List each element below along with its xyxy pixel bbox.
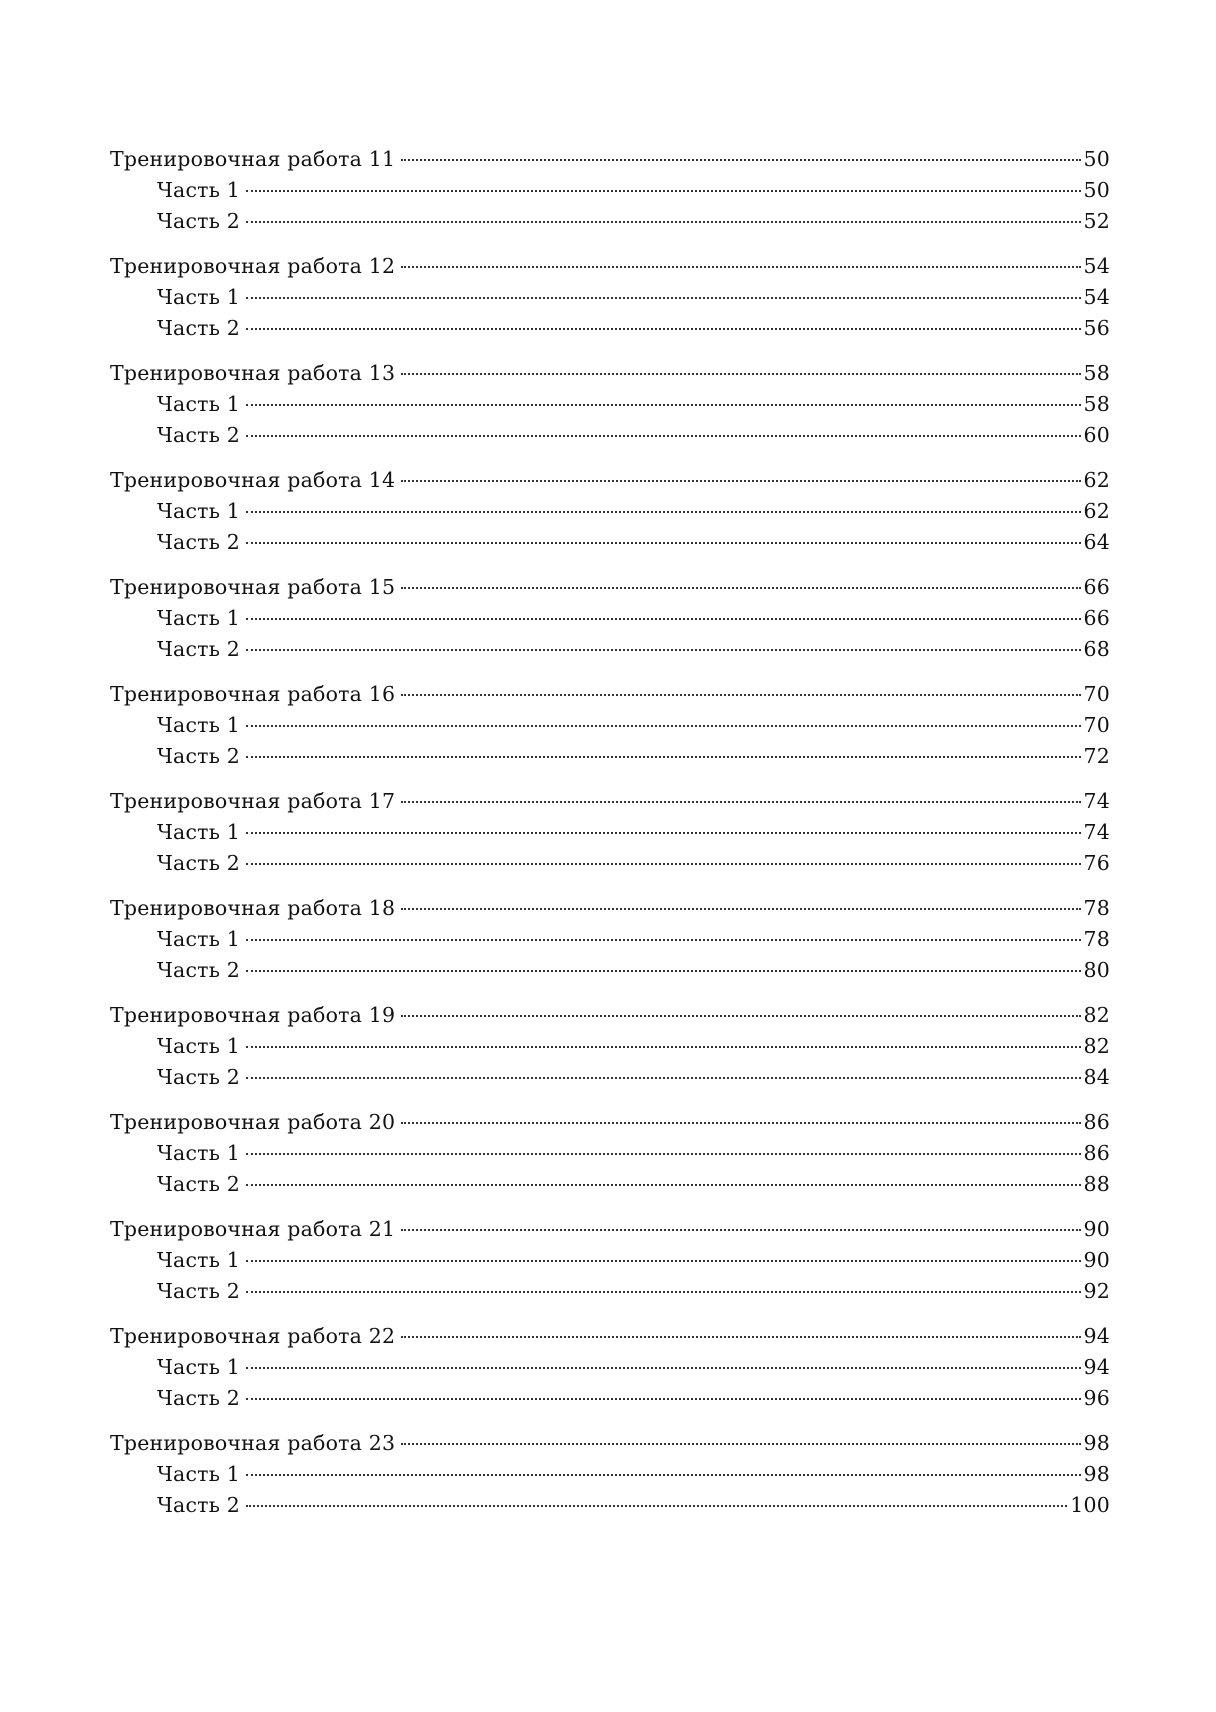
page-number: 58 [1083,392,1110,416]
dot-leader [401,159,1080,161]
part-label: Часть 1 [157,1355,241,1379]
page-number: 92 [1083,1279,1110,1303]
part-label: Часть 2 [157,1279,241,1303]
dot-leader [401,908,1080,910]
toc-subentry[interactable] [110,741,1110,772]
toc-subentry[interactable] [110,1062,1110,1093]
toc-section [110,893,1110,986]
page-number: 74 [1083,820,1110,844]
dot-leader [246,618,1080,620]
part-label: Часть 1 [157,392,241,416]
work-title: Тренировочная работа 21 [110,1217,396,1241]
toc-subentry[interactable] [110,924,1110,955]
dot-leader [401,373,1080,375]
page-number: 70 [1083,682,1110,706]
toc-entry[interactable] [110,786,1110,817]
dot-leader [246,1153,1080,1155]
part-label: Часть 1 [157,606,241,630]
dot-leader [246,1398,1080,1400]
dot-leader [246,1474,1080,1476]
dot-leader [246,832,1080,834]
toc-subentry[interactable] [110,817,1110,848]
page-number: 50 [1083,147,1110,171]
page-number: 76 [1083,851,1110,875]
toc-subentry[interactable] [110,1031,1110,1062]
work-title: Тренировочная работа 14 [110,468,396,492]
dot-leader [246,649,1080,651]
toc-section [110,1321,1110,1414]
dot-leader [246,863,1080,865]
dot-leader [246,297,1080,299]
part-label: Часть 2 [157,744,241,768]
part-label: Часть 2 [157,316,241,340]
page-number: 94 [1083,1324,1110,1348]
page-number: 50 [1083,178,1110,202]
toc-section [110,1000,1110,1093]
toc-subentry[interactable] [110,527,1110,558]
page-number: 82 [1083,1034,1110,1058]
dot-leader [246,939,1080,941]
part-label: Часть 2 [157,423,241,447]
page-number: 78 [1083,896,1110,920]
page-number: 80 [1083,958,1110,982]
part-label: Часть 1 [157,1141,241,1165]
part-label: Часть 2 [157,209,241,233]
page-number: 82 [1083,1003,1110,1027]
toc-entry[interactable] [110,1321,1110,1352]
dot-leader [246,221,1080,223]
toc-subentry[interactable] [110,389,1110,420]
toc-entry[interactable] [110,1214,1110,1245]
toc-section [110,1107,1110,1200]
toc-section [110,572,1110,665]
dot-leader [246,511,1080,513]
toc-section [110,1428,1110,1521]
part-label: Часть 1 [157,1462,241,1486]
work-title: Тренировочная работа 20 [110,1110,396,1134]
dot-leader [246,404,1080,406]
toc-section [110,679,1110,772]
dot-leader [401,1336,1080,1338]
dot-leader [401,801,1080,803]
toc-entry[interactable] [110,1428,1110,1459]
page-number: 66 [1083,606,1110,630]
dot-leader [246,1046,1080,1048]
page-number: 90 [1083,1217,1110,1241]
dot-leader [246,435,1080,437]
toc-subentry[interactable] [110,1138,1110,1169]
toc-subentry[interactable] [110,848,1110,879]
toc-subentry[interactable] [110,1245,1110,1276]
dot-leader [246,542,1080,544]
part-label: Часть 1 [157,1034,241,1058]
page-number: 56 [1083,316,1110,340]
page-number: 88 [1083,1172,1110,1196]
dot-leader [246,970,1080,972]
toc-entry[interactable] [110,465,1110,496]
part-label: Часть 1 [157,820,241,844]
part-label: Часть 2 [157,1386,241,1410]
page-number: 62 [1083,468,1110,492]
page-number: 70 [1083,713,1110,737]
work-title: Тренировочная работа 23 [110,1431,396,1455]
part-label: Часть 1 [157,285,241,309]
work-title: Тренировочная работа 22 [110,1324,396,1348]
work-title: Тренировочная работа 12 [110,254,396,278]
dot-leader [401,480,1080,482]
toc-entry[interactable] [110,893,1110,924]
part-label: Часть 2 [157,1493,241,1517]
part-label: Часть 2 [157,958,241,982]
toc-subentry[interactable] [110,1169,1110,1200]
toc-subentry[interactable] [110,496,1110,527]
page-number: 100 [1070,1493,1110,1517]
page-number: 58 [1083,361,1110,385]
toc-subentry[interactable] [110,313,1110,344]
dot-leader [246,1077,1080,1079]
page-number: 54 [1083,285,1110,309]
work-title: Тренировочная работа 19 [110,1003,396,1027]
page-number: 98 [1083,1462,1110,1486]
toc-subentry[interactable] [110,1490,1110,1521]
dot-leader [246,1505,1067,1507]
page-number: 98 [1083,1431,1110,1455]
dot-leader [246,1367,1080,1369]
dot-leader [246,1184,1080,1186]
work-title: Тренировочная работа 13 [110,361,396,385]
toc-subentry[interactable] [110,1383,1110,1414]
work-title: Тренировочная работа 15 [110,575,396,599]
dot-leader [401,587,1080,589]
toc-entry[interactable] [110,144,1110,175]
work-title: Тренировочная работа 11 [110,147,396,171]
page-number: 68 [1083,637,1110,661]
page-number: 72 [1083,744,1110,768]
toc-section [110,251,1110,344]
dot-leader [401,694,1080,696]
part-label: Часть 1 [157,178,241,202]
dot-leader [246,328,1080,330]
work-title: Тренировочная работа 18 [110,896,396,920]
toc-subentry[interactable] [110,420,1110,451]
page-number: 60 [1083,423,1110,447]
toc-section [110,786,1110,879]
toc-section [110,144,1110,237]
toc-entry[interactable] [110,679,1110,710]
part-label: Часть 2 [157,637,241,661]
part-label: Часть 2 [157,530,241,554]
dot-leader [246,1260,1080,1262]
toc-subentry[interactable] [110,175,1110,206]
toc-entry[interactable] [110,1000,1110,1031]
dot-leader [246,190,1080,192]
part-label: Часть 1 [157,927,241,951]
page-number: 96 [1083,1386,1110,1410]
page-number: 64 [1083,530,1110,554]
work-title: Тренировочная работа 17 [110,789,396,813]
dot-leader [401,1443,1080,1445]
part-label: Часть 1 [157,1248,241,1272]
toc-entry[interactable] [110,358,1110,389]
work-title: Тренировочная работа 16 [110,682,396,706]
dot-leader [401,1015,1080,1017]
part-label: Часть 1 [157,499,241,523]
toc-entry[interactable] [110,1107,1110,1138]
dot-leader [246,725,1080,727]
page-number: 74 [1083,789,1110,813]
part-label: Часть 2 [157,851,241,875]
page-number: 86 [1083,1141,1110,1165]
toc-subentry[interactable] [110,955,1110,986]
page-number: 94 [1083,1355,1110,1379]
toc-subentry[interactable] [110,1352,1110,1383]
page-number: 62 [1083,499,1110,523]
page-number: 90 [1083,1248,1110,1272]
toc-subentry[interactable] [110,634,1110,665]
toc-subentry[interactable] [110,1276,1110,1307]
page-number: 54 [1083,254,1110,278]
toc-entry[interactable] [110,251,1110,282]
toc-subentry[interactable] [110,282,1110,313]
page-number: 52 [1083,209,1110,233]
part-label: Часть 1 [157,713,241,737]
dot-leader [401,266,1080,268]
part-label: Часть 2 [157,1172,241,1196]
dot-leader [401,1229,1080,1231]
table-of-contents [110,144,1110,1535]
toc-section [110,465,1110,558]
toc-section [110,358,1110,451]
dot-leader [246,756,1080,758]
page-number: 78 [1083,927,1110,951]
part-label: Часть 2 [157,1065,241,1089]
dot-leader [401,1122,1080,1124]
toc-subentry[interactable] [110,710,1110,741]
page-number: 84 [1083,1065,1110,1089]
toc-subentry[interactable] [110,1459,1110,1490]
dot-leader [246,1291,1080,1293]
toc-entry[interactable] [110,572,1110,603]
page-number: 66 [1083,575,1110,599]
toc-subentry[interactable] [110,603,1110,634]
toc-section [110,1214,1110,1307]
toc-subentry[interactable] [110,206,1110,237]
page-number: 86 [1083,1110,1110,1134]
